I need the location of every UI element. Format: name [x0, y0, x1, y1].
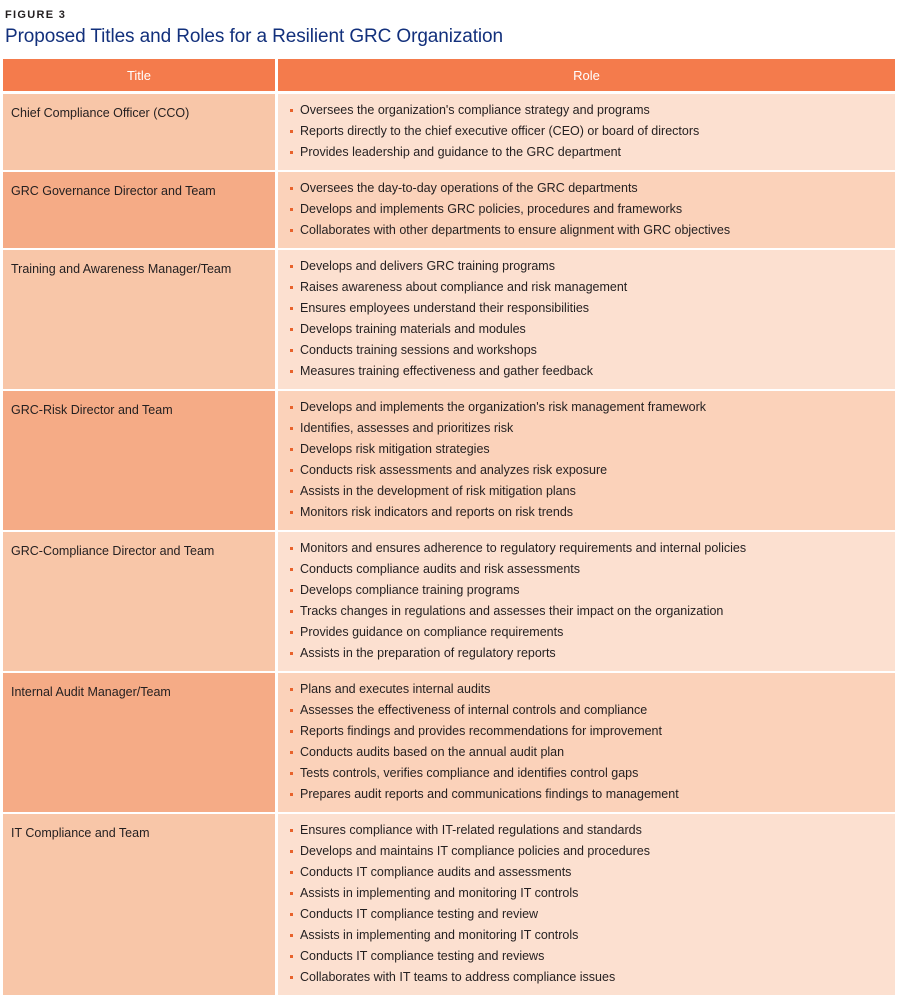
role-bullet-text: Develops training materials and modules	[300, 322, 526, 336]
role-bullet-item	[288, 823, 885, 838]
role-bullet-item	[288, 364, 885, 379]
bullet-dot-icon	[290, 610, 293, 613]
table-row	[3, 532, 895, 673]
role-bullet-text: Conducts risk assessments and analyzes risk exposure	[300, 463, 608, 477]
role-bullet-item	[288, 562, 885, 577]
role-bullet-item	[288, 745, 885, 760]
role-bullet-item	[288, 970, 885, 985]
role-bullet-item	[288, 280, 885, 295]
column-header-role: Role	[278, 59, 895, 94]
role-bullet-item	[288, 463, 885, 478]
role-description-cell	[278, 673, 895, 814]
role-bullet-item	[288, 907, 885, 922]
role-bullet-text: Conducts IT compliance testing and reviews	[300, 949, 545, 963]
role-bullet-item	[288, 604, 885, 619]
bullet-dot-icon	[290, 349, 293, 352]
figure-header	[0, 0, 900, 49]
role-description-cell	[278, 94, 895, 172]
role-bullet-item	[288, 322, 885, 337]
bullet-dot-icon	[290, 568, 293, 571]
role-title-text: Training and Awareness Manager/Team	[11, 262, 232, 276]
role-bullet-item	[288, 124, 885, 139]
bullet-dot-icon	[290, 265, 293, 268]
role-bullet-text: Ensures employees understand their responsibilities	[300, 301, 590, 315]
role-bullet-text: Develops and implements the organization's risk management framework	[300, 400, 707, 414]
role-bullet-item	[288, 505, 885, 520]
table-row	[3, 172, 895, 250]
role-bullet-item	[288, 844, 885, 859]
role-title-cell	[3, 673, 278, 814]
role-bullet-item	[288, 865, 885, 880]
role-title-cell	[3, 250, 278, 391]
bullet-dot-icon	[290, 427, 293, 430]
role-bullet-text: Identifies, assesses and prioritizes risk	[300, 421, 514, 435]
bullet-dot-icon	[290, 793, 293, 796]
role-bullet-item	[288, 223, 885, 238]
bullet-dot-icon	[290, 229, 293, 232]
role-bullet-item	[288, 646, 885, 661]
role-bullet-item	[288, 625, 885, 640]
bullet-dot-icon	[290, 850, 293, 853]
bullet-dot-icon	[290, 370, 293, 373]
table-row	[3, 391, 895, 532]
role-description-cell	[278, 814, 895, 995]
role-bullet-item	[288, 928, 885, 943]
role-bullet-text: Oversees the day-to-day operations of the GRC departments	[300, 181, 638, 195]
bullet-dot-icon	[290, 109, 293, 112]
role-title-cell	[3, 172, 278, 250]
role-bullet-item	[288, 949, 885, 964]
role-title-text: Internal Audit Manager/Team	[11, 685, 171, 699]
role-title-cell	[3, 94, 278, 172]
role-bullet-text: Assists in implementing and monitoring IT controls	[300, 928, 579, 942]
bullet-dot-icon	[290, 547, 293, 550]
bullet-dot-icon	[290, 406, 293, 409]
bullet-dot-icon	[290, 709, 293, 712]
role-bullet-text: Provides guidance on compliance requirements	[300, 625, 564, 639]
bullet-dot-icon	[290, 187, 293, 190]
role-bullet-text: Conducts audits based on the annual audit plan	[300, 745, 565, 759]
bullet-dot-icon	[290, 631, 293, 634]
role-bullet-text: Conducts training sessions and workshops	[300, 343, 537, 357]
role-title-text: GRC-Risk Director and Team	[11, 403, 173, 417]
role-bullet-text: Monitors risk indicators and reports on risk trends	[300, 505, 574, 519]
bullet-dot-icon	[290, 307, 293, 310]
role-title-cell	[3, 532, 278, 673]
role-bullet-item	[288, 103, 885, 118]
role-bullet-text: Assesses the effectiveness of internal controls and compliance	[300, 703, 648, 717]
role-bullet-text: Prepares audit reports and communications findings to management	[300, 787, 679, 801]
role-bullet-text: Tests controls, verifies compliance and identifies control gaps	[300, 766, 639, 780]
role-title-text: GRC Governance Director and Team	[11, 184, 216, 198]
bullet-dot-icon	[290, 913, 293, 916]
bullet-dot-icon	[290, 589, 293, 592]
role-bullet-item	[288, 259, 885, 274]
role-bullet-text: Develops risk mitigation strategies	[300, 442, 490, 456]
role-bullet-text: Provides leadership and guidance to the GRC department	[300, 145, 622, 159]
bullet-dot-icon	[290, 829, 293, 832]
role-description-cell	[278, 391, 895, 532]
bullet-dot-icon	[290, 772, 293, 775]
column-header-title: Title	[3, 59, 278, 94]
role-bullet-text: Tracks changes in regulations and assesses their impact on the organization	[300, 604, 724, 618]
bullet-dot-icon	[290, 871, 293, 874]
role-bullet-list	[278, 250, 895, 389]
role-title-text: GRC-Compliance Director and Team	[11, 544, 215, 558]
table-body	[3, 94, 895, 995]
role-title-text: IT Compliance and Team	[11, 826, 150, 840]
bullet-dot-icon	[290, 469, 293, 472]
role-bullet-text: Raises awareness about compliance and risk management	[300, 280, 628, 294]
bullet-dot-icon	[290, 511, 293, 514]
roles-table	[3, 59, 895, 995]
role-bullet-item	[288, 541, 885, 556]
role-bullet-item	[288, 484, 885, 499]
figure-label: FIGURE 3	[5, 9, 67, 21]
role-bullet-text: Conducts compliance audits and risk assessments	[300, 562, 580, 576]
role-bullet-text: Ensures compliance with IT-related regulations and standards	[300, 823, 642, 837]
table-row	[3, 673, 895, 814]
role-bullet-text: Plans and executes internal audits	[300, 682, 491, 696]
role-bullet-text: Develops and implements GRC policies, procedures and frameworks	[300, 202, 683, 216]
role-bullet-text: Reports directly to the chief executive officer (CEO) or board of directors	[300, 124, 700, 138]
bullet-dot-icon	[290, 934, 293, 937]
bullet-dot-icon	[290, 286, 293, 289]
table-row	[3, 814, 895, 995]
table-header	[3, 59, 895, 94]
role-bullet-text: Assists in the development of risk mitigation plans	[300, 484, 576, 498]
role-bullet-text: Conducts IT compliance testing and review	[300, 907, 539, 921]
bullet-dot-icon	[290, 490, 293, 493]
role-title-cell	[3, 814, 278, 995]
role-bullet-text: Develops and maintains IT compliance policies and procedures	[300, 844, 650, 858]
role-bullet-text: Reports findings and provides recommendations for improvement	[300, 724, 662, 738]
role-bullet-item	[288, 682, 885, 697]
role-bullet-text: Develops compliance training programs	[300, 583, 520, 597]
bullet-dot-icon	[290, 328, 293, 331]
bullet-dot-icon	[290, 652, 293, 655]
role-bullet-text: Develops and delivers GRC training programs	[300, 259, 555, 273]
role-bullet-text: Measures training effectiveness and gather feedback	[300, 364, 594, 378]
role-bullet-text: Collaborates with IT teams to address compliance issues	[300, 970, 616, 984]
role-bullet-list	[278, 172, 895, 248]
bullet-dot-icon	[290, 151, 293, 154]
role-title-text: Chief Compliance Officer (CCO)	[11, 106, 190, 120]
role-bullet-item	[288, 724, 885, 739]
role-bullet-item	[288, 400, 885, 415]
bullet-dot-icon	[290, 751, 293, 754]
bullet-dot-icon	[290, 730, 293, 733]
bullet-dot-icon	[290, 208, 293, 211]
role-bullet-list	[278, 94, 895, 170]
role-bullet-item	[288, 301, 885, 316]
role-bullet-item	[288, 766, 885, 781]
table-row	[3, 94, 895, 172]
bullet-dot-icon	[290, 892, 293, 895]
role-bullet-list	[278, 673, 895, 812]
role-bullet-item	[288, 787, 885, 802]
role-bullet-text: Oversees the organization's compliance strategy and programs	[300, 103, 650, 117]
role-bullet-text: Assists in the preparation of regulatory reports	[300, 646, 556, 660]
role-description-cell	[278, 250, 895, 391]
role-bullet-list	[278, 391, 895, 530]
bullet-dot-icon	[290, 688, 293, 691]
role-bullet-text: Conducts IT compliance audits and assessments	[300, 865, 572, 879]
role-bullet-item	[288, 703, 885, 718]
role-description-cell	[278, 532, 895, 673]
bullet-dot-icon	[290, 130, 293, 133]
role-bullet-list	[278, 532, 895, 671]
figure-title: Proposed Titles and Roles for a Resilient GRC Organization	[5, 26, 503, 47]
role-bullet-item	[288, 886, 885, 901]
role-description-cell	[278, 172, 895, 250]
bullet-dot-icon	[290, 955, 293, 958]
role-bullet-item	[288, 145, 885, 160]
role-bullet-item	[288, 181, 885, 196]
role-bullet-text: Monitors and ensures adherence to regulatory requirements and internal policies	[300, 541, 747, 555]
role-bullet-item	[288, 343, 885, 358]
table-header-row	[3, 59, 895, 94]
role-bullet-text: Collaborates with other departments to ensure alignment with GRC objectives	[300, 223, 731, 237]
role-bullet-item	[288, 421, 885, 436]
role-title-cell	[3, 391, 278, 532]
role-bullet-list	[278, 814, 895, 995]
role-bullet-item	[288, 442, 885, 457]
bullet-dot-icon	[290, 448, 293, 451]
role-bullet-item	[288, 583, 885, 598]
table-row	[3, 250, 895, 391]
bullet-dot-icon	[290, 976, 293, 979]
role-bullet-item	[288, 202, 885, 217]
role-bullet-text: Assists in implementing and monitoring IT controls	[300, 886, 579, 900]
